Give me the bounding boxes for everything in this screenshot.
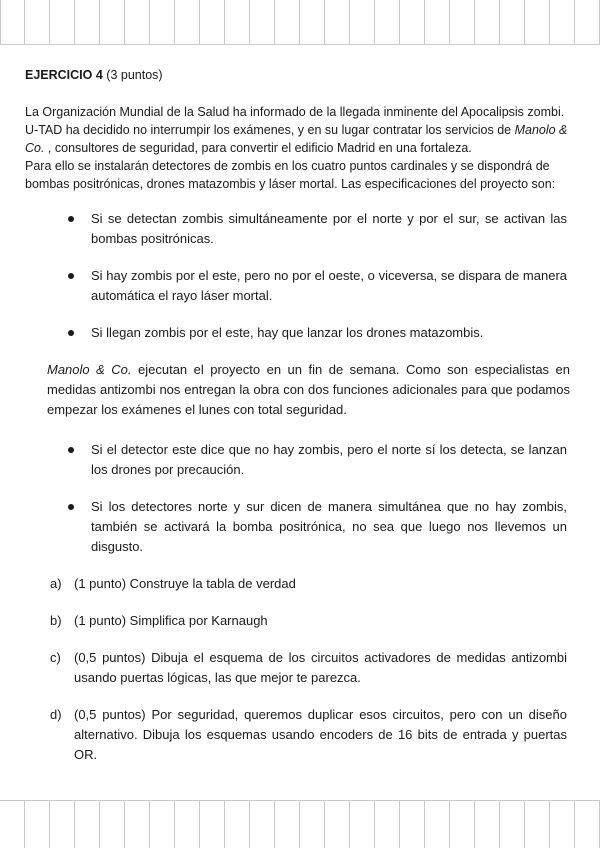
top-grid-border: [0, 0, 601, 45]
exercise-number: EJERCICIO 4: [25, 68, 103, 82]
question-text: (0,5 puntos) Dibuja el esquema de los circuitos activadores de medidas antizombi usando puertas lógicas, las que mejor te parezca.: [74, 650, 567, 685]
exercise-content: [25, 66, 570, 765]
intro-paragraph-2: Para ello se instalarán detectores de zombis en los cuatro puntos cardinales y se dispondrá de bombas positrónicas, drones matazombis y láser mortal. Las especificaciones del proyecto son:: [25, 159, 556, 191]
extra-functions-list: [25, 440, 570, 557]
bottom-grid-border: [0, 800, 601, 848]
question-d: [25, 705, 570, 765]
question-c: [25, 648, 570, 688]
question-letter: a): [50, 576, 62, 591]
question-letter: d): [50, 707, 62, 722]
second-paragraph-text: ejecutan el proyecto en un fin de semana. Como son especialistas en medidas antizombi nos entregan la obra con dos funciones adicionales para que podamos empezar los exámenes el lunes con total seguridad.: [47, 362, 570, 417]
intro-text: [25, 103, 570, 193]
question-b: [25, 611, 570, 631]
intro-p1-text: La Organización Mundial de la Salud ha informado de la llegada inminente del Apocalipsis zombi. U-TAD ha decidido no interrumpir los exámenes, y en su lugar contratar los servicios de: [25, 105, 565, 137]
list-item: Si los detectores norte y sur dicen de manera simultánea que no hay zombis, también se activará la bomba positrónica, no sea que luego nos llevemos un disgusto.: [25, 497, 570, 557]
company-name: Manolo & Co.: [47, 362, 132, 377]
question-text: (0,5 puntos) Por seguridad, queremos duplicar esos circuitos, pero con un diseño alternativo. Dibuja los esquemas usando encoders de 16 bits de entrada y puertas OR.: [74, 707, 567, 762]
list-item: Si se detectan zombis simultáneamente por el norte y por el sur, se activan las bombas positrónicas.: [25, 209, 570, 249]
list-item: Si el detector este dice que no hay zombis, pero el norte sí los detecta, se lanzan los drones por precaución.: [25, 440, 570, 480]
intro-paragraph-1: [25, 103, 570, 157]
company-name: Manolo & Co.: [25, 123, 568, 155]
list-item: Si llegan zombis por el este, hay que lanzar los drones matazombis.: [25, 323, 570, 343]
question-text: (1 punto) Simplifica por Karnaugh: [74, 613, 268, 628]
question-a: [25, 574, 570, 594]
question-text: (1 punto) Construye la tabla de verdad: [74, 576, 296, 591]
question-letter: b): [50, 613, 62, 628]
exercise-title: [25, 66, 570, 84]
question-letter: c): [50, 650, 61, 665]
second-paragraph: [47, 360, 570, 420]
intro-p1-end: , consultores de seguridad, para convertir el edificio Madrid en una fortaleza.: [44, 141, 472, 155]
spec-list: [25, 209, 570, 343]
exercise-points: (3 puntos): [102, 68, 163, 82]
list-item: Si hay zombis por el este, pero no por el oeste, o viceversa, se dispara de manera automática el rayo láser mortal.: [25, 266, 570, 306]
